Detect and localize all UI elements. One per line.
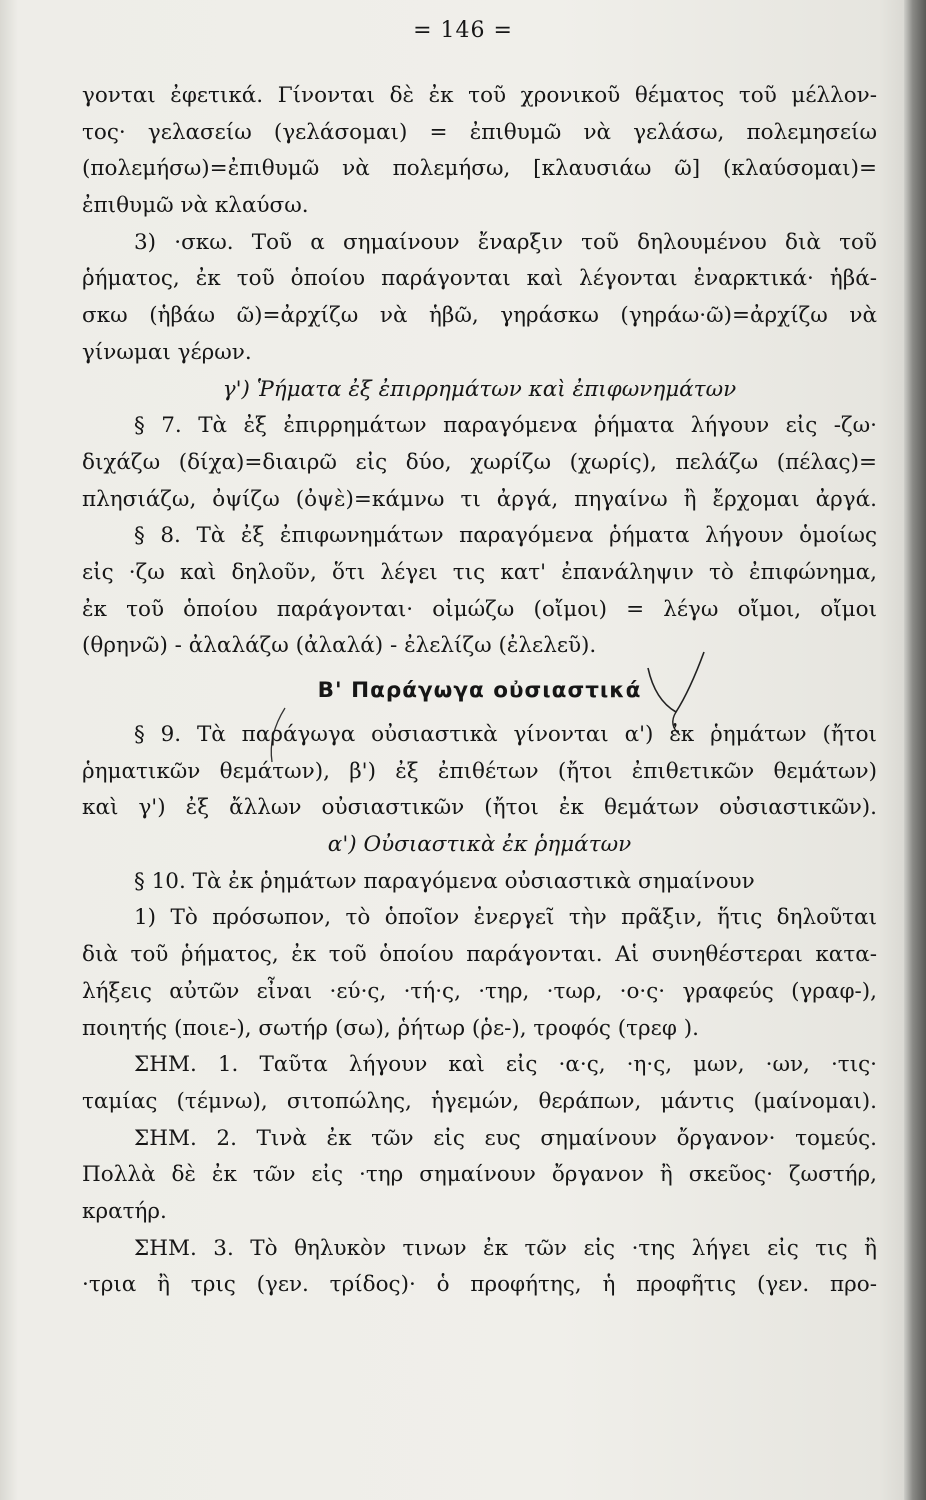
text-line: λήξεις αὐτῶν εἶναι ·εύ·ς, ·τή·ς, ·τηρ, ·τωρ, ·ο·ς· γραφεύς (γραφ-),: [82, 978, 877, 1004]
text-line: ῥηματικῶν θεμάτων), β') ἐξ ἐπιθέτων (ἤτοι ἐπιθετικῶν θεμάτων): [82, 758, 877, 784]
page-edge-shadow: [904, 0, 926, 1500]
text-line: ΣΗΜ. 3. Τὸ θηλυκὸν τινων ἐκ τῶν εἰς ·της λήγει εἰς τις ἢ: [134, 1235, 877, 1261]
text-line: § 9. Τὰ παράγωγα οὐσιαστικὰ γίνονται α') ἐκ ῥημάτων (ἤτοι: [134, 722, 877, 747]
text-line: κρατήρ.: [82, 1198, 167, 1224]
text-line: γονται ἐφετικά. Γίνονται δὲ ἐκ τοῦ χρονικοῦ θέματος τοῦ μέλλον-: [82, 83, 877, 108]
text-line: ἐπιθυμῶ νὰ κλαύσω.: [82, 193, 309, 219]
section-heading-verbal-nouns: α') Οὐσιαστικὰ ἐκ ῥημάτων: [327, 832, 632, 858]
text-line: ·τρια ἢ τρις (γεν. τρίδος)· ὁ προφήτης, ἡ προφῆτις (γεν. προ-: [82, 1272, 877, 1298]
text-line: διὰ τοῦ ῥήματος, ἐκ τοῦ ὁποίου παράγονται. Αἱ συνηθέστεραι κατα-: [82, 942, 877, 968]
text-line: ποιητής (ποιε-), σωτήρ (σω), ῥήτωρ (ῥε-), τροφός (τρεφ ).: [82, 1015, 699, 1041]
text-line: τος· γελασείω (γελάσομαι) = ἐπιθυμῶ νὰ γελάσω, πολεμησείω: [82, 119, 877, 145]
text-line: (πολεμήσω)=ἐπιθυμῶ νὰ πολεμήσω, [κλαυσιάω ῶ] (κλαύσομαι)=: [82, 156, 877, 182]
main-text: [82, 78, 877, 1304]
text-line: ταμίας (τέμνω), σιτοπώλης, ἡγεμών, θεράπων, μάντις (μαίνομαι).: [82, 1088, 877, 1114]
text-line: § 10. Τὰ ἐκ ῥημάτων παραγόμενα οὐσιαστικὰ σημαίνουν: [134, 868, 755, 894]
text-line: ΣΗΜ. 1. Ταῦτα λήγουν καὶ εἰς ·α·ς, ·η·ς, μων, ·ων, ·τις·: [134, 1052, 877, 1078]
text-line: Πολλὰ δὲ ἐκ τῶν εἰς ·τηρ σημαίνουν ὄργανον ἢ σκεῦος· ζωστήρ,: [82, 1162, 877, 1188]
text-line: § 8. Τὰ ἐξ ἐπιφωνημάτων παραγόμενα ῥήματα λήγουν ὁμοίως: [134, 523, 877, 549]
text-line: (θρηνῶ) - ἀλαλάζω (ἀλαλά) - ἐλελίζω (ἐλελεῦ).: [82, 633, 597, 659]
text-line: ἐκ τοῦ ὁποίου παράγονται· οἰμώζω (οἴμοι) = λέγω οἴμοι, οἴμοι: [82, 596, 877, 622]
text-line: 3) ·σκω. Τοῦ α σημαίνουν ἔναρξιν τοῦ δηλουμένου διὰ τοῦ: [134, 229, 877, 255]
text-line: γίνωμαι γέρων.: [82, 339, 252, 365]
page-number: = 146 =: [413, 18, 513, 43]
text-line: καὶ γ') ἐξ ἄλλων οὐσιαστικῶν (ἤτοι ἐκ θεμάτων οὐσιαστικῶν).: [82, 795, 877, 821]
text-line: εἰς ·ζω καὶ δηλοῦν, ὅτι λέγει τις κατ' ἐπανάληψιν τὸ ἐπιφώνημα,: [82, 559, 877, 585]
text-line: ῥήματος, ἐκ τοῦ ὁποίου παράγονται καὶ λέγονται ἐναρκτικά· ἡβά-: [82, 266, 877, 292]
text-line: 1) Τὸ πρόσωπον, τὸ ὁποῖον ἐνεργεῖ τὴν πρᾶξιν, ἥτις δηλοῦται: [134, 905, 877, 931]
text-line: ΣΗΜ. 2. Τινὰ ἐκ τῶν εἰς ευς σημαίνουν ὄργανον· τομεύς.: [134, 1125, 877, 1151]
text-line: διχάζω (δίχα)=διαιρῶ εἰς δύο, χωρίζω (χωρίς), πελάζω (πέλας)=: [82, 449, 877, 475]
section-heading-adverbs: γ') Ῥήματα ἐξ ἐπιρρημάτων καὶ ἐπιφωνημάτων: [222, 376, 737, 402]
text-line: σκω (ἡβάω ῶ)=ἀρχίζω νὰ ἡβῶ, γηράσκω (γηράω·ῶ)=ἀρχίζω νὰ: [82, 303, 877, 329]
text-line: § 7. Τὰ ἐξ ἐπιρρημάτων παραγόμενα ῥήματα λήγουν εἰς -ζω·: [134, 413, 877, 439]
text-line: πλησιάζω, ὀψίζω (ὀψὲ)=κάμνω τι ἀργά, πηγαίνω ἢ ἔρχομαι ἀργά.: [82, 486, 877, 512]
section-heading-nouns: Β' Παράγωγα οὐσιαστικά: [317, 678, 642, 703]
